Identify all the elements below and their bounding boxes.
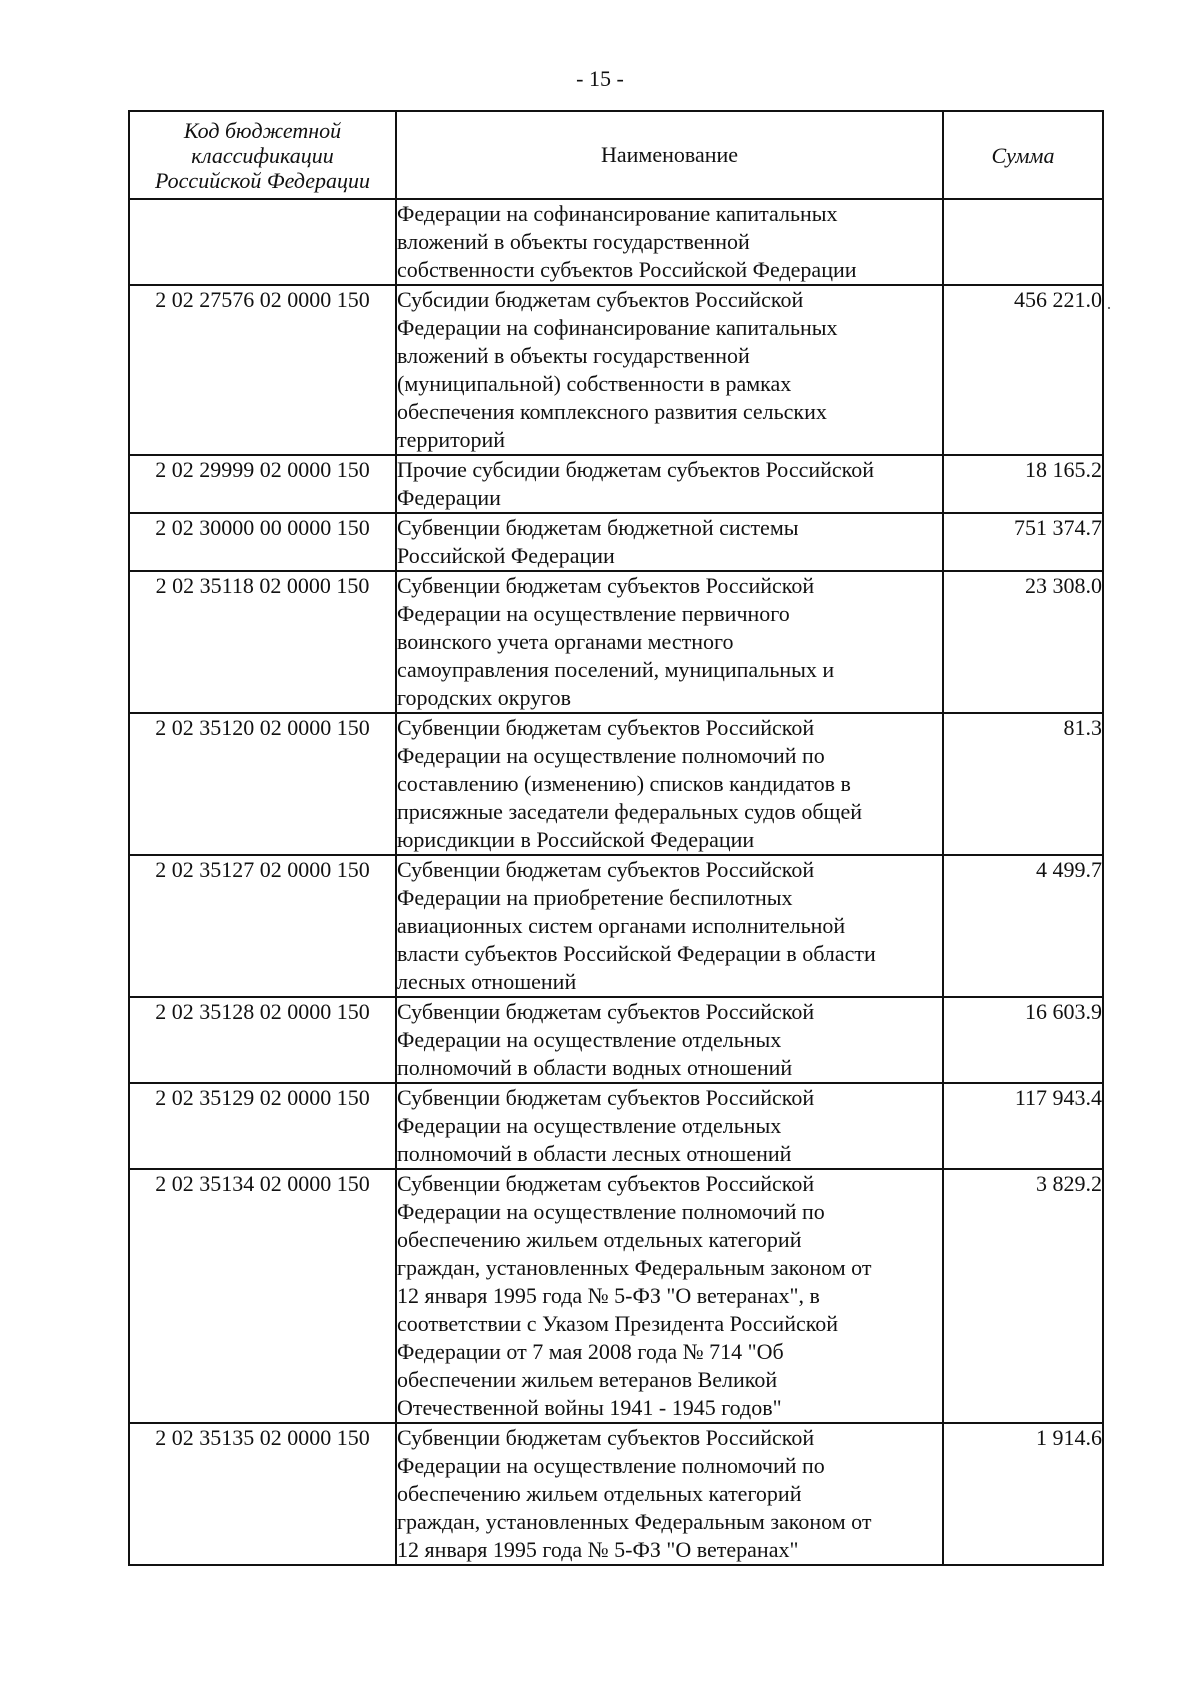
table-row — [129, 513, 1103, 571]
table-row — [129, 1083, 1103, 1169]
row-code: 2 02 35127 02 0000 150 — [129, 855, 396, 997]
table-row — [129, 571, 1103, 713]
table-row — [129, 1169, 1103, 1423]
row-code — [129, 199, 396, 285]
row-sum: 1 914.6 — [943, 1423, 1103, 1565]
row-sum: 81.3 — [943, 713, 1103, 855]
table-row — [129, 713, 1103, 855]
table-row — [129, 997, 1103, 1083]
row-code: 2 02 35118 02 0000 150 — [129, 571, 396, 713]
row-code: 2 02 27576 02 0000 150 — [129, 285, 396, 455]
row-sum: 18 165.2 — [943, 455, 1103, 513]
column-header-name: Наименование — [396, 111, 943, 199]
column-header-code: Код бюджетной классификации Российской Федерации — [129, 111, 396, 199]
row-sum — [943, 199, 1103, 285]
row-name: Субвенции бюджетам субъектов Российской Федерации на приобретение беспилотных авиационных систем органами исполнительной власти субъектов Российской Федерации в области лесных отношений — [396, 855, 943, 997]
budget-classification-table — [128, 110, 1104, 1566]
table-row — [129, 1423, 1103, 1565]
row-code: 2 02 35135 02 0000 150 — [129, 1423, 396, 1565]
row-sum: 23 308.0 — [943, 571, 1103, 713]
row-sum: 751 374.7 — [943, 513, 1103, 571]
row-name: Федерации на софинансирование капитальных вложений в объекты государственной собственности субъектов Российской Федерации — [396, 199, 943, 285]
page-number: - 15 - — [576, 66, 624, 91]
row-code: 2 02 35120 02 0000 150 — [129, 713, 396, 855]
row-sum: 117 943.4 — [943, 1083, 1103, 1169]
row-name: Субвенции бюджетам бюджетной системы Российской Федерации — [396, 513, 943, 571]
row-code: 2 02 35129 02 0000 150 — [129, 1083, 396, 1169]
row-name: Субвенции бюджетам субъектов Российской Федерации на осуществление полномочий по обеспечению жильем отдельных категорий граждан, установленных Федеральным законом от 12 января 1995 года № 5-ФЗ "О ветеранах", в соответствии с Указом Президента Российской Федерации от 7 мая 2008 года № 714 "Об обеспечении жильем ветеранов Великой Отечественной войны 1941 - 1945 годов" — [396, 1169, 943, 1423]
row-name: Субвенции бюджетам субъектов Российской Федерации на осуществление полномочий по составлению (изменению) списков кандидатов в присяжные заседатели федеральных судов общей юрисдикции в Российской Федерации — [396, 713, 943, 855]
row-sum: 3 829.2 — [943, 1169, 1103, 1423]
table-row — [129, 855, 1103, 997]
table-row — [129, 455, 1103, 513]
row-sum: 16 603.9 — [943, 997, 1103, 1083]
row-code: 2 02 29999 02 0000 150 — [129, 455, 396, 513]
row-name: Субвенции бюджетам субъектов Российской Федерации на осуществление первичного воинского учета органами местного самоуправления поселений, муниципальных и городских округов — [396, 571, 943, 713]
row-code: 2 02 35134 02 0000 150 — [129, 1169, 396, 1423]
row-sum: 4 499.7 — [943, 855, 1103, 997]
row-name: Субвенции бюджетам субъектов Российской Федерации на осуществление отдельных полномочий в области лесных отношений — [396, 1083, 943, 1169]
row-code: 2 02 35128 02 0000 150 — [129, 997, 396, 1083]
table-header-row — [129, 111, 1103, 199]
table-row — [129, 199, 1103, 285]
row-name: Субвенции бюджетам субъектов Российской Федерации на осуществление полномочий по обеспечению жильем отдельных категорий граждан, установленных Федеральным законом от 12 января 1995 года № 5-ФЗ "О ветеранах" — [396, 1423, 943, 1565]
row-name: Субсидии бюджетам субъектов Российской Федерации на софинансирование капитальных вложений в объекты государственной (муниципальной) собственности в рамках обеспечения комплексного развития сельских территорий — [396, 285, 943, 455]
row-name: Прочие субсидии бюджетам субъектов Российской Федерации — [396, 455, 943, 513]
table-row — [129, 285, 1103, 455]
row-sum: 456 221.0 — [943, 285, 1103, 455]
row-code: 2 02 30000 00 0000 150 — [129, 513, 396, 571]
column-header-sum: Сумма — [943, 111, 1103, 199]
row-name: Субвенции бюджетам субъектов Российской Федерации на осуществление отдельных полномочий в области водных отношений — [396, 997, 943, 1083]
margin-mark: · — [1106, 298, 1112, 318]
